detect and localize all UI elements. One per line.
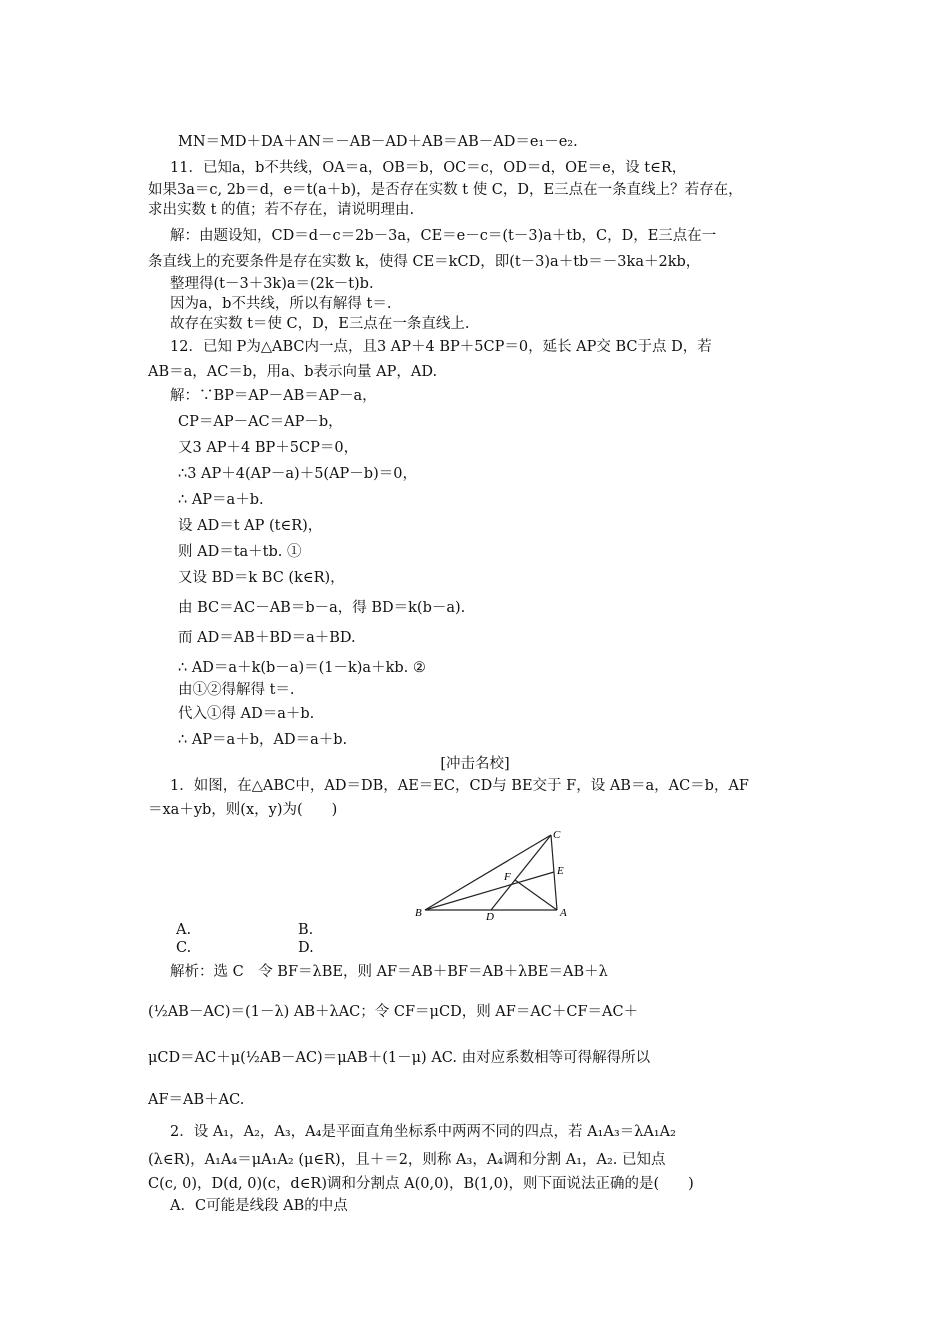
label-d: D xyxy=(486,911,494,920)
text-line: ∴ AP＝a＋b，AD＝a＋b. xyxy=(178,732,348,748)
text-line: 又3 AP＋4 BP＋5CP＝0， xyxy=(178,440,359,456)
text-line: MN＝MD＋DA＋AN＝－AB－AD＋AB＝AB－AD＝e₁－e₂. xyxy=(178,134,578,150)
text-line: 解：由题设知，CD＝d－c＝2b－3a，CE＝e－c＝(t－3)a＋tb，C，D，E三点在一 xyxy=(170,228,717,244)
text-line: 12．已知 P为△ABC内一点，且3 AP＋4 BP＋5CP＝0，延长 AP交 BC于点 D，若 xyxy=(170,339,712,355)
label-a: A xyxy=(560,907,567,919)
option-c: C. xyxy=(176,940,192,956)
text-line: ∴ AD＝a＋k(b－a)＝(1－k)a＋kb. ② xyxy=(178,660,426,676)
text-line: C(c, 0)，D(d, 0)(c，d∈R)调和分割点 A(0,0)，B(1,0)，则下面说法正确的是( ) xyxy=(148,1176,694,1192)
text-line: A．C可能是线段 AB的中点 xyxy=(170,1198,348,1214)
text-line: AF＝AB＋AC. xyxy=(148,1092,245,1108)
section-title: [冲击名校] xyxy=(440,756,510,772)
text-line: 条直线上的充要条件是存在实数 k，使得 CE＝kCD，即(t－3)a＋tb＝－3ka＋2kb， xyxy=(148,254,701,270)
label-c: C xyxy=(553,829,561,841)
label-b: B xyxy=(415,907,422,919)
text-line: μCD＝AC＋μ(½AB－AC)＝μAB＋(1－μ) AC. 由对应系数相等可得解得所以 xyxy=(148,1050,651,1066)
triangle-figure xyxy=(405,828,583,920)
text-line: 又设 BD＝k BC (k∈R)， xyxy=(178,570,345,586)
option-a: A. xyxy=(176,922,192,938)
text-line: 1．如图，在△ABC中，AD＝DB，AE＝EC，CD与 BE交于 F，设 AB＝a，AC＝b，AF xyxy=(170,778,749,794)
text-line: 求出实数 t 的值；若不存在，请说明理由. xyxy=(148,202,415,218)
text-line: 11．已知a，b不共线，OA＝a，OB＝b，OC＝c，OD＝d，OE＝e，设 t∈R， xyxy=(170,160,687,176)
text-line: 因为a，b不共线，所以有解得 t＝. xyxy=(170,296,392,312)
text-line: 而 AD＝AB＋BD＝a＋BD. xyxy=(178,630,356,646)
option-b: B. xyxy=(298,922,314,938)
text-line: 则 AD＝ta＋tb. ① xyxy=(178,544,302,560)
label-f: F xyxy=(504,871,511,883)
text-line: 解：∵BP＝AP－AB＝AP－a， xyxy=(170,388,377,404)
text-line: ＝xa＋yb，则(x，y)为( ) xyxy=(148,802,338,818)
text-line: 如果3a＝c, 2b＝d，e＝t(a＋b)，是否存在实数 t 使 C，D，E三点在一条直线上？若存在， xyxy=(148,182,743,198)
text-line: 设 AD＝t AP (t∈R)， xyxy=(178,518,323,534)
option-d: D. xyxy=(298,940,314,956)
text-line: 由 BC＝AC－AB＝b－a，得 BD＝k(b－a). xyxy=(178,600,466,616)
text-line: (½AB－AC)＝(1－λ) AB＋λAC；令 CF＝μCD，则 AF＝AC＋CF＝AC＋ xyxy=(148,1004,639,1020)
text-line: AB＝a，AC＝b，用a、b表示向量 AP，AD. xyxy=(148,364,438,380)
text-line: 代入①得 AD＝a＋b. xyxy=(178,706,315,722)
text-line: 解析：选 C 令 BF＝λBE，则 AF＝AB＋BF＝AB＋λBE＝AB＋λ xyxy=(170,964,608,980)
text-line: 2．设 A₁，A₂，A₃，A₄是平面直角坐标系中两两不同的四点，若 A₁A₃＝λA₁A₂ xyxy=(170,1124,676,1140)
text-line: 整理得(t－3＋3k)a＝(2k－t)b. xyxy=(170,276,374,292)
label-e: E xyxy=(557,865,564,877)
text-line: ∴3 AP＋4(AP－a)＋5(AP－b)＝0， xyxy=(178,466,417,482)
text-line: CP＝AP－AC＝AP－b， xyxy=(178,414,343,430)
text-line: ∴ AP＝a＋b. xyxy=(178,492,264,508)
text-line: 故存在实数 t＝使 C，D，E三点在一条直线上. xyxy=(170,316,470,332)
text-line: 由①②得解得 t＝. xyxy=(178,682,295,698)
text-line: (λ∈R)，A₁A₄＝μA₁A₂ (μ∈R)，且＋＝2，则称 A₃，A₄调和分割 A₁，A₂. 已知点 xyxy=(148,1152,666,1168)
